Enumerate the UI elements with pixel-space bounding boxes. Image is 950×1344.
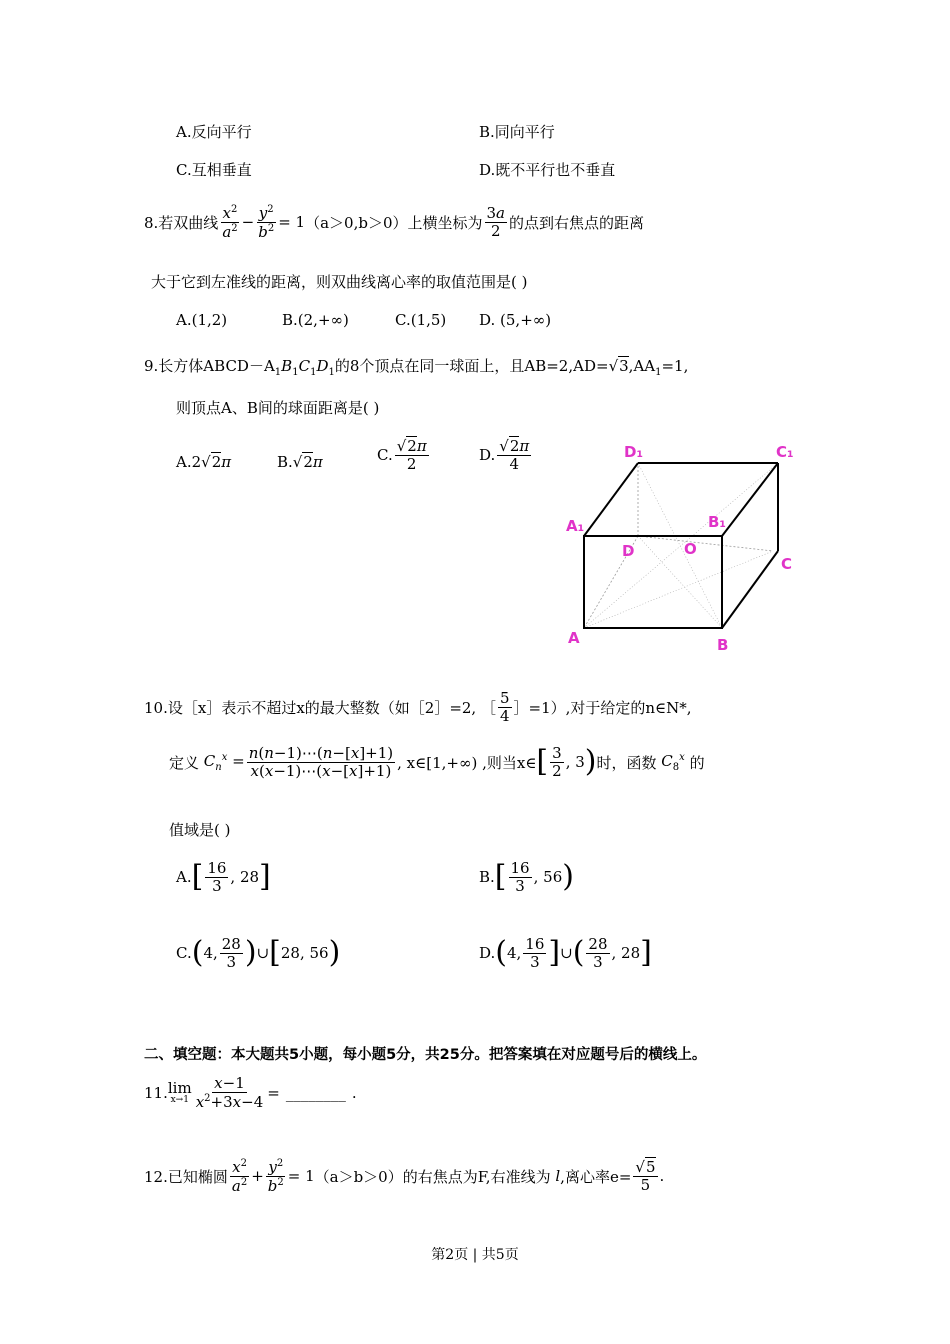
q11-frac: $\frac{x-1}{x^2+3x-4}$ bbox=[195, 1074, 264, 1111]
front-face bbox=[584, 536, 722, 628]
q9-opt-a-label: A.2 bbox=[176, 453, 202, 471]
label-o: O bbox=[684, 540, 697, 558]
q9-opt-d-label: D. bbox=[479, 446, 496, 464]
q9-text-c: ,AA bbox=[628, 357, 656, 375]
q9-option-a: A.2√2π bbox=[176, 453, 232, 471]
q7-option-b: B.同向平行 bbox=[479, 123, 555, 141]
label-b1: B₁ bbox=[708, 513, 727, 531]
hidden-line-d-c bbox=[638, 536, 773, 551]
q9-opt-b-label: B. bbox=[277, 453, 293, 471]
q11-lim: lim bbox=[167, 1078, 192, 1097]
q8-frac-3a2: $\frac{3a}{2}$ bbox=[486, 204, 505, 240]
q10-opt-c-label: C. bbox=[176, 944, 192, 962]
label-c: C bbox=[781, 555, 793, 573]
q8-line1: 8.若双曲线 $\frac{x^2}{a^2}$ − $\frac{y^2}{b^2}$ = 1 （a＞0,b＞0）上横坐标为 $\frac{3a}{2}$ 的点到右焦点的距离 bbox=[144, 204, 645, 241]
q12-period: . bbox=[659, 1167, 665, 1185]
cuboid-figure bbox=[560, 438, 800, 658]
q10-line1-end: ］=1）,对于给定的n∈N*, bbox=[513, 698, 692, 717]
q10-option-d: D. ( 4, $\frac{16}{3}$ ] ∪ ( $\frac{28}{3}$ , 28 ] bbox=[479, 935, 652, 971]
q11-period: . bbox=[351, 1083, 357, 1102]
q10-line1 bbox=[144, 690, 692, 724]
q11-number: 11. bbox=[144, 1083, 168, 1102]
q10-opt-d-label: D. bbox=[479, 944, 496, 962]
q8-eq-one: = 1 bbox=[278, 213, 306, 231]
diagonal-a-c bbox=[584, 551, 773, 628]
q8-number: 8.若双曲线 bbox=[144, 213, 219, 232]
q8-option-a: A.(1,2) bbox=[176, 311, 228, 329]
q9-text-a: 9.长方体ABCD－A bbox=[144, 357, 275, 375]
q9-text-d: =1, bbox=[661, 357, 689, 375]
q12-line: 12.已知椭圆 $\frac{x^2}{a^2}$ + $\frac{y^2}{b^2}$ = 1 （a＞b＞0）的右焦点为F,右准线为 l ,离心率e= $\frac{√5}{5}$ . bbox=[144, 1158, 665, 1195]
edge-b1-c1 bbox=[722, 463, 778, 536]
q10-definition: 定义 $C_n^x$ = $\frac{n(n-1)\cdots(n-[x]+1)}{x(x-1)\cdots(x-[x]+1)}$ , x∈[1,+∞) ,则当x∈ [ $\frac{3}{2}$ , 3 ) 时，函数 $C_8^x$ 的 bbox=[169, 744, 705, 780]
q10-opt-b-label: B. bbox=[479, 868, 495, 886]
label-a: A bbox=[568, 629, 580, 647]
q7-option-a: A.反向平行 bbox=[176, 123, 252, 141]
q7-option-d: D.既不平行也不垂直 bbox=[479, 161, 616, 179]
q12-tail2: ,离心率e= bbox=[560, 1167, 632, 1186]
edge-b-c bbox=[722, 551, 778, 628]
q11-eq: = bbox=[267, 1083, 280, 1102]
q8-line2: 大于它到左准线的距离，则双曲线离心率的取值范围是( ) bbox=[151, 273, 528, 291]
q8-frac-x: $\frac{x^2}{a^2}$ bbox=[222, 204, 238, 241]
label-d1: D₁ bbox=[624, 443, 644, 461]
q10-option-b: B. [ $\frac{16}{3}$ , 56 ) bbox=[479, 859, 574, 895]
q11-line bbox=[144, 1075, 357, 1110]
q10-option-c: C. ( 4, $\frac{28}{3}$ ) ∪ [ 28, 56 ) bbox=[176, 935, 341, 971]
q12-eq-one: = 1 bbox=[287, 1167, 315, 1185]
q12-number: 12.已知椭圆 bbox=[144, 1167, 228, 1186]
edge-a1-d1 bbox=[584, 463, 638, 536]
q8-option-b: B.(2,+∞) bbox=[282, 311, 349, 329]
section2-heading: 二、填空题：本大题共5小题，每小题5分，共25分。把答案填在对应题号后的横线上。 bbox=[144, 1047, 707, 1063]
q8-option-c: C.(1,5) bbox=[395, 311, 447, 329]
q10-def-mid: , x∈[1,+∞) ,则当x∈ bbox=[397, 753, 537, 772]
q10-def-label: 定义 bbox=[169, 753, 200, 772]
q10-def-tail: 的 bbox=[689, 753, 705, 772]
diagonal-a-c1 bbox=[584, 463, 778, 628]
q12-tail: （a＞b＞0）的右焦点为F,右准线为 bbox=[314, 1167, 551, 1186]
q10-def-frac: $\frac{n(n-1)\cdots(n-[x]+1)}{x(x-1)\cdots(x-[x]+1)}$ bbox=[248, 744, 394, 780]
q10-option-a: A. [ $\frac{16}{3}$ , 28 ] bbox=[176, 859, 271, 895]
q10-opt-a-label: A. bbox=[176, 868, 192, 886]
diagonal-d-b bbox=[638, 536, 722, 628]
q8-tail: 的点到右焦点的距离 bbox=[509, 213, 645, 232]
q8-frac-y: $\frac{y^2}{b^2}$ bbox=[258, 204, 275, 241]
q10-line3: 值域是( ) bbox=[169, 821, 231, 839]
q11-lim-sub: x→1 bbox=[170, 1094, 189, 1105]
label-d: D bbox=[622, 542, 635, 560]
q10-line1-text: 10.设［x］表示不超过x的最大整数（如［2］=2, ［ bbox=[144, 698, 496, 717]
q10-def-end: 时，函数 bbox=[596, 753, 657, 772]
q9-line2: 则顶点A、B间的球面距离是( ) bbox=[176, 399, 380, 417]
label-c1: C₁ bbox=[776, 443, 794, 461]
page-footer: 第2页 | 共5页 bbox=[431, 1247, 519, 1263]
q9-opt-c-label: C. bbox=[377, 446, 393, 464]
q7-option-c: C.互相垂直 bbox=[176, 161, 252, 179]
q9-text-b: 的8个顶点在同一球面上，且AB=2,AD= bbox=[334, 357, 609, 375]
q10-frac-5-4: $\frac{5}{4}$ bbox=[499, 689, 510, 725]
q8-option-d: D. (5,+∞) bbox=[479, 311, 552, 329]
q11-answer-blank[interactable]: ________ bbox=[285, 1083, 346, 1102]
q9-line1: 9.长方体$ABCD-A_1B_1C_1D_1$的8个顶点在同一球面上，且$AB=2,AD=√3,AA_1=1$, bbox=[144, 357, 689, 378]
diagonal-d1-b bbox=[638, 463, 722, 628]
label-b: B bbox=[717, 636, 729, 654]
q9-option-c: C. $\frac{√2\pi}{2}$ bbox=[377, 437, 427, 473]
q9-option-d: D. $\frac{√2\pi}{4}$ bbox=[479, 437, 530, 473]
q8-condition: （a＞0,b＞0）上横坐标为 bbox=[305, 213, 483, 232]
q9-option-b: B.√2π bbox=[277, 453, 323, 471]
label-a1: A₁ bbox=[566, 517, 585, 535]
q12-frac: $\frac{√5}{5}$ bbox=[635, 1158, 656, 1194]
